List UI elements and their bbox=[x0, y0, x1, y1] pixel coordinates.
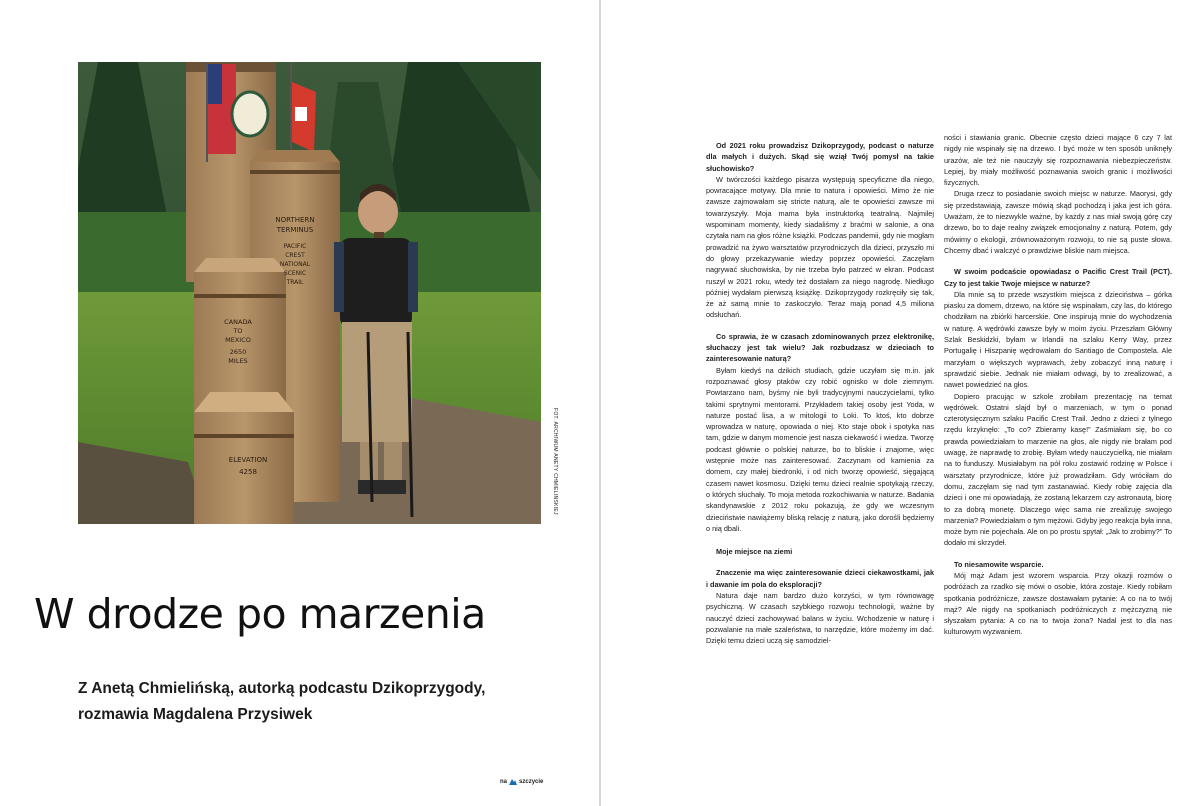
svg-text:TRAIL: TRAIL bbox=[286, 279, 304, 286]
answer-2: Byłam kiedyś na dzikich studiach, gdzie uczyłam się m.in. jak rozpoznawać głosy ptaków czy robić ognisko w dole ziemnym. Powtarzano nam, byśmy nie byli tradycyjnymi nauczycielami, tylko takimi sprytnymi mentorami. Przykładem takiej osoby jest Yoda, w naturze postać lisa, a w mitologii to Loki. To ktoś, kto dobrze wprowadza w naturę, opowiada o niej. Kto staje obok i spotyka nas tam, gdzie w danym momencie jest nasza ciekawość i wiedza. Tworzę podcast głównie o polskiej naturze, bo to bliskie i znajome, więc wstępnie może nas zainteresować. Zaczynam od kamienia za domem, czy małej biedronki, i od nich tworzę opowieść, sięgającą czasem nawet kosmosu. Dzięki temu dzieci realnie spotykają rzeczy, o których słuchały. To moja metoda rozkochiwania w naturze. Badania skandynawskie z 2012 roku pokazują, że gdy we wczesnym dzieciństwie nawiążemy bliską relację z naturą, jako dorośli będziemy o nią dbali. bbox=[706, 365, 934, 533]
svg-text:SCENIC: SCENIC bbox=[283, 270, 307, 277]
svg-text:NATIONAL: NATIONAL bbox=[279, 261, 311, 268]
question-3: Znaczenie ma więc zainteresowanie dzieci ciekawostkami, jak i dawanie im pola do eksploracji? bbox=[706, 568, 934, 589]
svg-text:CREST: CREST bbox=[285, 252, 305, 259]
article-column-1 bbox=[706, 140, 934, 646]
logo-prefix: na bbox=[500, 778, 508, 785]
subtitle-line-1: Z Anetą Chmielińską, autorką podcastu Dzikoprzygody, bbox=[78, 680, 486, 697]
subtitle-line-2: rozmawia Magdalena Przysiwek bbox=[78, 706, 313, 723]
answer-3-continued: ności i stawiania granic. Obecnie często dzieci mające 6 czy 7 lat nigdy nie wspinały się na drzewo. I być może w ten sposób uniknęły urazów, ale też nie nauczyły się rozpoznawania niebezpieczeństw. Lepiej, by miały możliwość poznawania swoich granic i możliwości fizycznych. bbox=[944, 133, 1172, 188]
monument-text: NORTHERN bbox=[275, 216, 315, 224]
svg-text:MEXICO: MEXICO bbox=[225, 336, 251, 344]
svg-text:CANADA: CANADA bbox=[224, 318, 252, 326]
article-title: W drodze po marzenia bbox=[34, 590, 486, 638]
answer-3b: Druga rzecz to posiadanie swoich miejsc w naturze. Maorysi, gdy się przedstawiają, zawsze mówią skąd pochodzą i jaka jest ich góra. Uważam, że to niezwykle ważne, by każdy z nas miał swoją górę czy drzewo, bo to daje realny związek emocjonalny z naturą. Potem, gdy mówimy o ekologii, zrównoważonym rozwoju, to nie są puste słowa. Chcemy dbać i walczyć o prawdziwe bliskie nam miejsca. bbox=[944, 189, 1172, 255]
answer-1: W twórczości każdego pisarza występują specyficzne dla niego, powracające motywy. Dla mnie to natura i opowieści. Mimo że nie zawsze zajmowałam się stricte naturą, ale te opowieści zawsze mi towarzyszyły. Moja mama była instruktorką teatralną. Najmilej wspominam momenty, kiedy siadaliśmy z braćmi w salonie, a ona czytała nam na głos różne książki. Podczas pandemii, gdy nie mogłam prowadzić na żywo warsztatów przyrodniczych dla dzieci, przyszło mi do głowy przekazywanie wiedzy poprzez opowieści. Zaczęłam nagrywać słuchowiska, by nie trzeba było patrzeć w ekran. Podcast ruszył w 2021 roku, wtedy też dostałam za niego nagrodę. Niedługo później wydałam pierwszą książkę. Dzikoprzygody rozkręciły się tak, że aż samą mnie to zaskoczyło. Teraz mają ponad 4,5 miliona odsłuchań. bbox=[706, 174, 934, 320]
question-1: Od 2021 roku prowadzisz Dzikoprzygody, podcast o naturze dla małych i dużych. Skąd się wziął Twój pomysł na takie słuchowisko? bbox=[706, 141, 934, 173]
svg-text:TO: TO bbox=[233, 327, 243, 335]
trail-photo bbox=[78, 62, 541, 524]
mountain-icon bbox=[509, 778, 517, 785]
section-heading: Moje miejsce na ziemi bbox=[716, 547, 793, 557]
svg-text:TERMINUS: TERMINUS bbox=[276, 226, 314, 234]
svg-text:2650: 2650 bbox=[229, 348, 247, 356]
svg-text:PACIFIC: PACIFIC bbox=[283, 243, 307, 250]
svg-text:ELEVATION: ELEVATION bbox=[228, 456, 268, 464]
question-4: W swoim podcaście opowiadasz o Pacific Crest Trail (PCT). Czy to jest takie Twoje miejsce w naturze? bbox=[944, 267, 1172, 288]
svg-text:4258: 4258 bbox=[239, 468, 257, 476]
article-column-2 bbox=[944, 132, 1172, 638]
photo-credit: FOT. ARCHIWUM ANETY CHMIELIŃSKIEJ bbox=[552, 408, 558, 515]
article-subtitle bbox=[78, 676, 518, 728]
magazine-logo bbox=[500, 778, 543, 785]
question-2: Co sprawia, że w czasach zdominowanych przez elektronikę, słuchaczy jest tak wielu? Jak rozbudzasz w dzieciach to zainteresowanie naturą? bbox=[706, 331, 934, 364]
answer-4: Dla mnie są to przede wszystkim miejsca z dzieciństwa – górka piasku za domem, drzewo, na które się wspinałam, czy las, do którego chodziłam na zbiórki harcerskie. One inspirują mnie do wychodzenia w naturę. A wędrówki zawsze były w moim życiu. Przeszłam Główny Szlak Beskidzki, byłam w Irlandii na szlaku Kerry Way, przez Portugalię i Hiszpanię wędrowałam do Santiago de Compostela. Ale marzyłam o większych wyprawach, żeby zobaczyć inną naturę i sprawdzić siebie. Jednak nie miałam odwagi, by to zrealizować, a nawet powiedzieć na głos. bbox=[944, 289, 1172, 390]
question-5: To niesamowite wsparcie. bbox=[954, 559, 1044, 569]
answer-4b: Dopiero pracując w szkole zrobiłam prezentację na temat wędrówek. Ostatni slajd był o marzeniach, w tym o ponad czterotysięcznym szlaku Pacific Crest Trail. Jedno z dzieci z tylnego rzędu krzyknęło: „To co? Zbieramy kasę!” Zaśmiałam się, bo co prawda powiedziałam to marzenie na głos, ale nigdy nie brałam pod uwagę, że naprawdę to zrobię. Byłam wtedy nauczycielką, nie miałam na to funduszy. Musiałabym na pół roku zostawić rodzinę w Polsce i warsztaty przyrodnicze, które już prowadziłam. Gdy wróciłam do domu, zaczęłam się nad tym zastanawiać. Kiedy robię zajęcia dla dzieci i one mi opowiadają, że zostaną lekarzem czy astronautą, biorę to za dobrą monetę. Dlaczego więc sama nie zrealizuję swojego marzenia? Powiedziałam o tym mężowi. Gdyby jego reakcja była inna, może bym nie pojechała. Ale on po prostu spytał: „Jak to zrobimy?” To dodało mi skrzydeł. bbox=[944, 391, 1172, 548]
answer-5: Mój mąż Adam jest wzorem wsparcia. Przy okazji rozmów o podróżach za rzadko się mówi o osobie, która zostaje. Kiedy robiłam spotkania podróżnicze, zawsze dostawałam pytanie: A co na to twój mąż? Ale nigdy na spotkaniach podróżniczych z mężczyzną nie słyszałam pytania: A co na to twoja żona? Nadal jest to dla nas kulturowym wyzwaniem. bbox=[944, 570, 1172, 637]
left-page bbox=[0, 0, 599, 806]
right-page bbox=[601, 0, 1200, 806]
answer-3: Natura daje nam bardzo dużo korzyści, w tym równowagę psychiczną. W czasach szybkiego rozwoju technologii, ważne by nauczyć dzieci zachowywać balans w życiu. Wchodzenie w naturę i pozwalanie na małe szaleństwa, to narzędzie, które możemy im dać. Dzięki temu dzieci uczą się samodziel- bbox=[706, 590, 934, 646]
svg-text:MILES: MILES bbox=[228, 357, 248, 365]
logo-text: szczycie bbox=[519, 778, 544, 785]
